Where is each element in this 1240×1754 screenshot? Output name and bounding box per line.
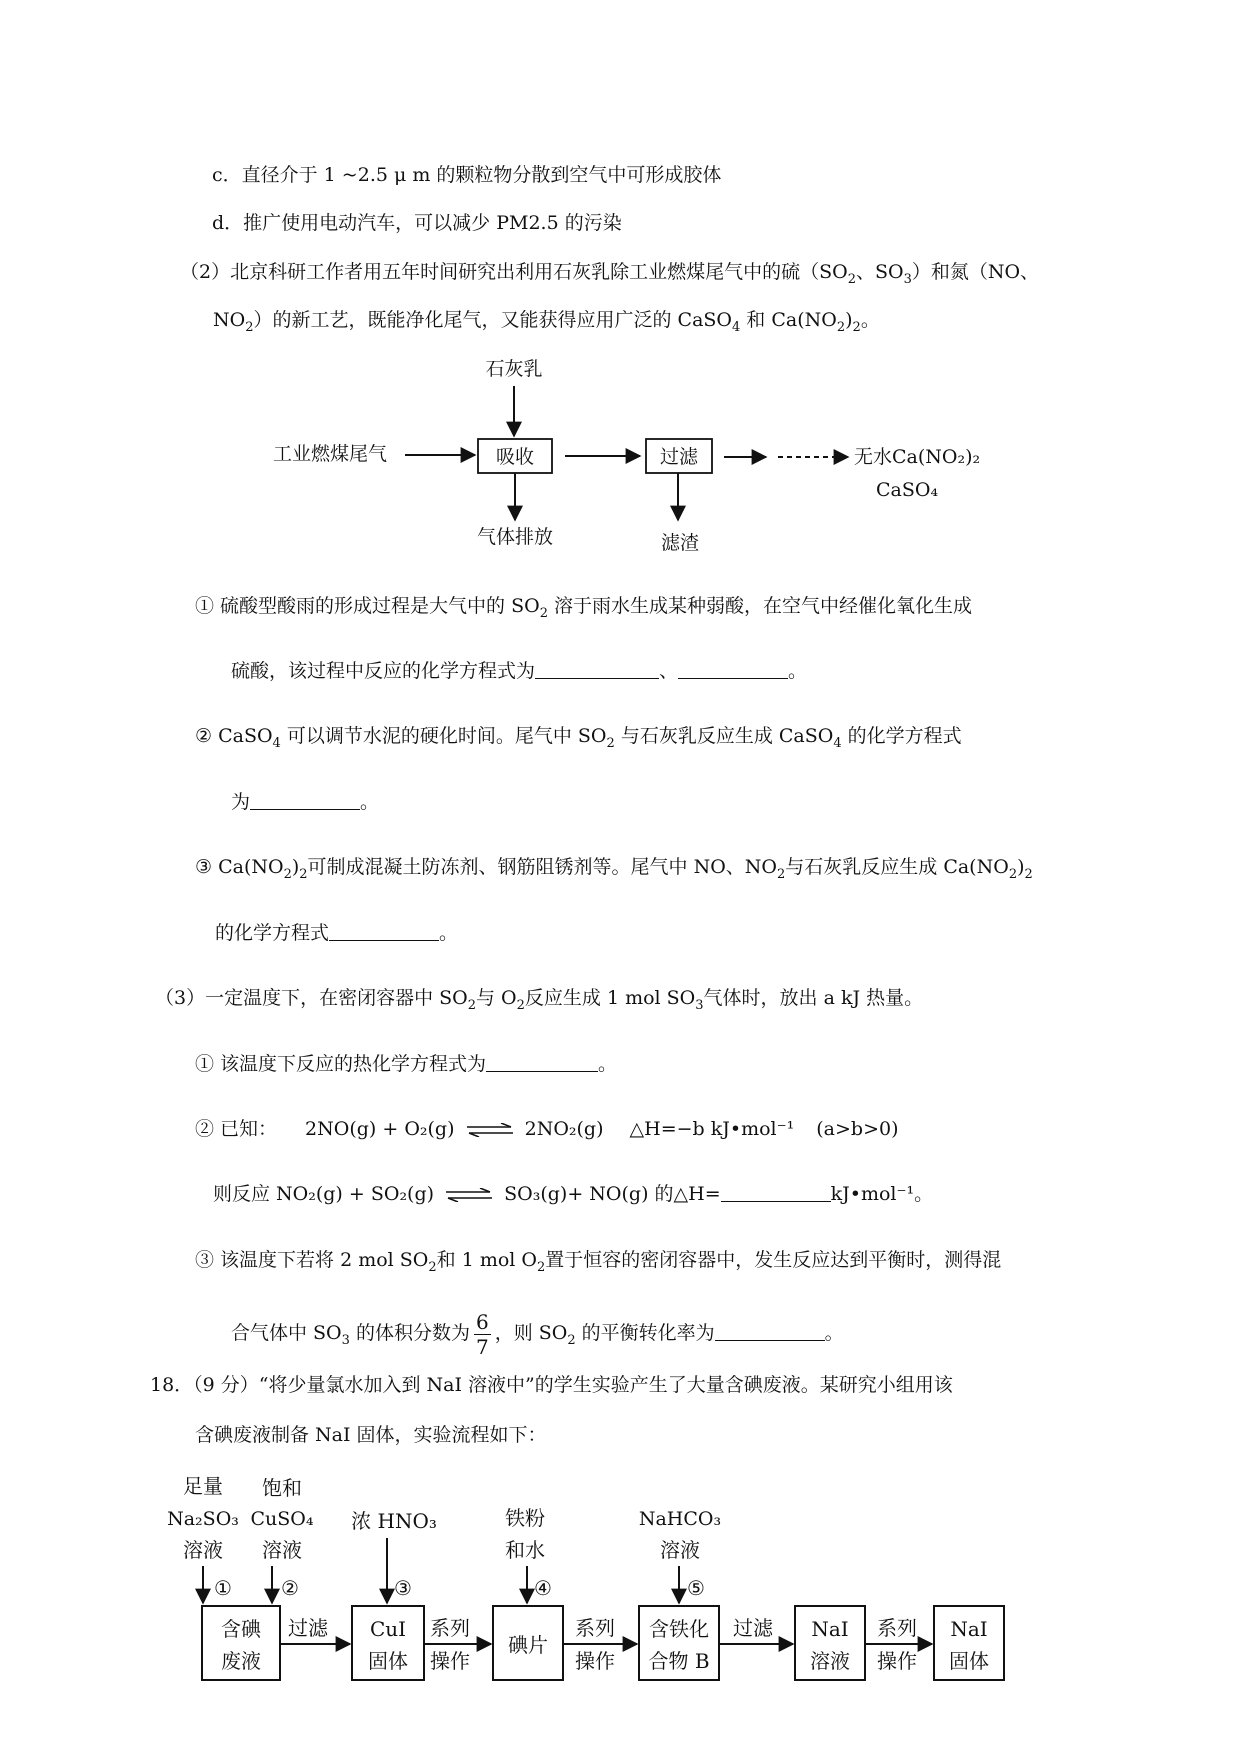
answer-blank[interactable] (250, 789, 360, 810)
product-caso4-label: CaSO₄ (876, 479, 939, 501)
step-5-number: ⑤ (687, 1576, 705, 1600)
svg-text:碘片: 碘片 (508, 1633, 548, 1657)
flow-diagram-1 (0, 350, 1240, 560)
answer-blank[interactable] (721, 1181, 831, 1202)
arrow-filter-1: 过滤 (288, 1616, 328, 1640)
reagent-4-line2: 和水 (505, 1538, 545, 1562)
svg-text:溶液: 溶液 (810, 1649, 850, 1673)
svg-text:含铁化: 含铁化 (649, 1617, 709, 1641)
q3-sub2-question: 则反应 NO₂(g) + SO₂(g) SO₃(g)+ NO(g) 的△H= kJ•mol⁻¹。 (213, 1183, 934, 1205)
lime-milk-label: 石灰乳 (485, 358, 543, 380)
svg-text:固体: 固体 (368, 1649, 408, 1673)
svg-text:固体: 固体 (949, 1649, 989, 1673)
svg-text:含碘: 含碘 (221, 1617, 261, 1641)
svg-text:CuI: CuI (369, 1617, 407, 1641)
answer-blank[interactable] (329, 920, 439, 941)
svg-text:NaI: NaI (950, 1617, 988, 1641)
reagent-2-line1: 饱和 (262, 1476, 302, 1500)
reagent-4-line1: 铁粉 (505, 1506, 545, 1530)
svg-text:合物 B: 合物 B (648, 1649, 710, 1673)
q2-intro-line2: $NO_2$）的新工艺，既能净化尾气，又能获得应用广泛的 CaSO$_4$ 和 $Ca(NO_2)_2$。 (213, 309, 880, 335)
q2-intro-line1: （2）北京科研工作者用五年时间研究出利用石灰乳除工业燃煤尾气中的硫（$SO_2$、$SO_3$）和氮（NO、 (180, 261, 1040, 287)
arrow-series-op-3-line1: 系列 (877, 1616, 917, 1640)
reagent-3-line1: 浓 HNO₃ (351, 1509, 437, 1533)
absorb-label: 吸收 (495, 446, 535, 468)
q3-sub3-line1: ③ 该温度下若将 2 mol $SO_2$和 1 mol $O_2$置于恒容的密闭容器中，发生反应达到平衡时，测得混 (195, 1249, 1002, 1275)
step-4-number: ④ (534, 1576, 552, 1600)
arrow-series-op-2-line2: 操作 (575, 1649, 615, 1673)
step-2-number: ② (281, 1576, 299, 1600)
q2-sub1-line2: 硫酸，该过程中反应的化学方程式为 、 。 (231, 660, 808, 682)
step-3-number: ③ (394, 1576, 412, 1600)
q2-sub2-line1: ② CaSO$_4$ 可以调节水泥的硬化时间。尾气中 $SO_2$ 与石灰乳反应生成 CaSO$_4$ 的化学方程式 (195, 725, 962, 751)
residue-label: 滤渣 (660, 532, 700, 554)
reagent-1-line2: Na₂SO₃ (167, 1508, 239, 1530)
equilibrium-arrow-icon (465, 1123, 515, 1137)
svg-text:废液: 废液 (221, 1649, 261, 1673)
filter-label: 过滤 (659, 446, 699, 468)
q2-sub2-line2: 为 。 (231, 791, 380, 813)
equilibrium-arrow-icon (444, 1188, 494, 1202)
gas-exhaust-label: 气体排放 (476, 526, 554, 548)
option-d: d．推广使用电动汽车，可以减少 PM2.5 的污染 (212, 212, 622, 234)
arrow-series-op-2-line1: 系列 (575, 1616, 615, 1640)
option-c: c．直径介于 1 ~2.5 μ m 的颗粒物分散到空气中可形成胶体 (212, 164, 722, 186)
q3-sub1: ① 该温度下反应的热化学方程式为 。 (195, 1053, 618, 1075)
answer-blank[interactable] (535, 658, 659, 679)
answer-blank[interactable] (678, 658, 788, 679)
reagent-5-line1: NaHCO₃ (638, 1508, 722, 1530)
fraction-six-sevenths: $\frac{6}{7}$ (475, 1309, 489, 1359)
q3-intro: （3）一定温度下，在密闭容器中 $SO_2$与 $O_2$反应生成 1 mol $SO_3$气体时，放出 a kJ 热量。 (155, 987, 924, 1013)
q2-sub3-line2: 的化学方程式 。 (215, 922, 459, 944)
answer-blank[interactable] (486, 1051, 598, 1072)
arrow-series-op-1-line1: 系列 (430, 1616, 470, 1640)
q2-sub1-line1: ① 硫酸型酸雨的形成过程是大气中的 $SO_2$ 溶于雨水生成某种弱酸，在空气中经催化氧化生成 (195, 595, 973, 621)
q3-sub3-line2: 合气体中 $SO_3$ 的体积分数为 $\frac{6}{7}$ ，则 $SO_2$ 的平衡转化率为 。 (231, 1309, 844, 1359)
reagent-1-line3: 溶液 (183, 1538, 223, 1562)
reagent-2-line2: CuSO₄ (250, 1508, 314, 1530)
q18-line1: 18．（9 分）“将少量氯水加入到 NaI 溶液中”的学生实验产生了大量含碘废液。某研究小组用该 (150, 1374, 953, 1396)
arrow-series-op-1-line2: 操作 (430, 1649, 470, 1673)
flue-gas-label: 工业燃煤尾气 (272, 443, 388, 465)
arrow-series-op-3-line2: 操作 (877, 1649, 917, 1673)
q2-sub3-line1: ③ $Ca(NO_2)_2$可制成混凝土防冻剂、钢筋阻锈剂等。尾气中 NO、$NO_2$与石灰乳反应生成 $Ca(NO_2)_2$ (195, 856, 1033, 882)
reagent-5-line2: 溶液 (660, 1538, 700, 1562)
answer-blank[interactable] (715, 1320, 825, 1341)
q3-sub2-known: ② 已知： 2NO(g) + O₂(g) 2NO₂(g) △H=−b kJ•mol⁻¹ (a>b>0) (195, 1118, 899, 1140)
product-ca-no2-label: 无水Ca(NO₂)₂ (854, 446, 981, 468)
flow-diagram-2 (0, 1460, 1240, 1700)
q18-line2: 含碘废液制备 NaI 固体，实验流程如下： (195, 1424, 547, 1446)
reagent-1-line1: 足量 (183, 1474, 223, 1498)
svg-text:NaI: NaI (811, 1617, 849, 1641)
arrow-filter-2: 过滤 (733, 1616, 773, 1640)
reagent-2-line3: 溶液 (262, 1538, 302, 1562)
step-1-number: ① (214, 1576, 232, 1600)
